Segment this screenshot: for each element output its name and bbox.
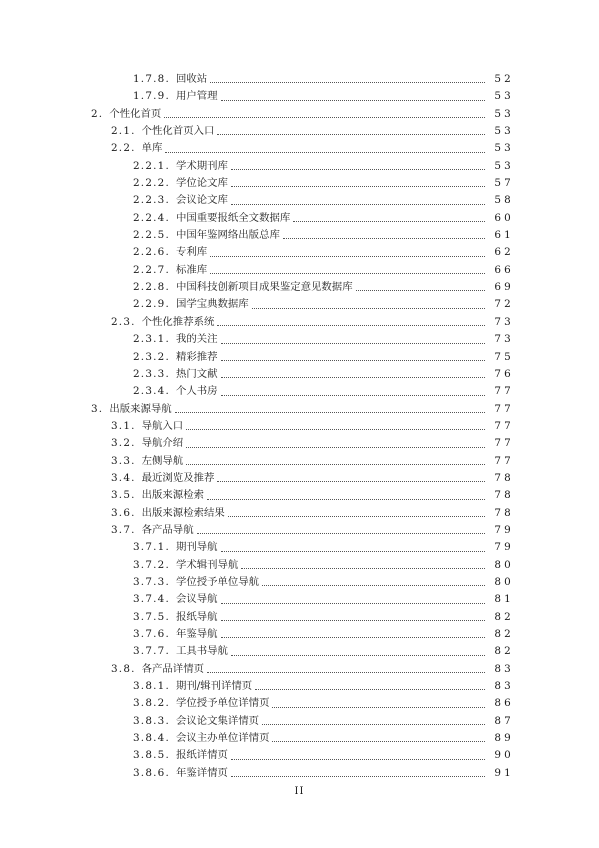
toc-entry[interactable] (0, 678, 599, 695)
toc-entry-title: 各产品详情页 (141, 662, 204, 675)
toc-entry-page: 73 (494, 315, 514, 328)
toc-entry-row (133, 192, 514, 209)
toc-entry[interactable] (0, 539, 599, 556)
toc-entry-number: 3.8. (111, 662, 136, 675)
toc-entry-number: 3.5. (111, 489, 136, 502)
toc-entry-number: 2.3. (111, 315, 136, 328)
toc-entry-title: 学术辑刊导航 (175, 558, 239, 571)
toc-entry-page: 82 (494, 645, 514, 658)
toc-entry-number: 3. (91, 402, 104, 415)
toc-entry-title: 中国科技创新项目成果鉴定意见数据库 (175, 281, 353, 294)
dot-leader (231, 759, 485, 760)
toc-entry-row (111, 505, 514, 522)
page-number: II (294, 786, 305, 797)
toc-entry[interactable] (0, 88, 599, 105)
toc-entry[interactable] (0, 401, 599, 418)
dot-leader (262, 585, 485, 586)
toc-entry-row (133, 331, 514, 348)
toc-entry-number: 3.8.2. (133, 697, 170, 710)
toc-entry[interactable] (0, 227, 599, 244)
toc-entry[interactable] (0, 210, 599, 227)
toc-entry-page: 86 (494, 697, 514, 710)
toc-entry-title: 年鉴导航 (175, 628, 218, 640)
dot-leader (272, 707, 485, 708)
toc-entry-title: 出版来源检索结果 (141, 506, 225, 519)
toc-entry-title: 各产品导航 (141, 523, 194, 536)
toc-entry[interactable] (0, 522, 599, 539)
toc-entry[interactable] (0, 765, 599, 782)
toc-entry-page: 77 (494, 385, 514, 398)
toc-entry-row (133, 747, 514, 764)
toc-entry-page: 78 (494, 471, 514, 484)
toc-entry-page: 83 (494, 662, 514, 675)
toc-entry-number: 2.2.5. (133, 229, 170, 242)
toc-entry-title: 报纸导航 (175, 610, 218, 623)
toc-entry-row (133, 71, 514, 88)
toc-entry-title: 导航入口 (141, 419, 184, 432)
toc-entry[interactable] (0, 158, 599, 175)
toc-entry-row (111, 314, 514, 331)
toc-entry-page: 53 (494, 142, 514, 155)
toc-entry-number: 1.7.8. (133, 73, 170, 85)
toc-entry-row (111, 453, 514, 470)
toc-entry[interactable] (0, 175, 599, 192)
toc-entry-page: 83 (494, 680, 514, 693)
table-of-contents (0, 71, 599, 782)
toc-entry-page: 91 (494, 766, 514, 779)
toc-entry-title: 用户管理 (175, 90, 218, 103)
dot-leader (221, 395, 485, 396)
toc-entry-number: 3.4. (111, 471, 136, 484)
toc-entry-title: 期刊/辑刊详情页 (175, 680, 253, 693)
toc-entry-row (133, 557, 514, 574)
toc-entry-row (111, 140, 514, 157)
dot-leader (241, 568, 485, 569)
toc-entry-page: 76 (494, 367, 514, 380)
toc-entry-number: 3.3. (111, 454, 136, 467)
toc-entry-title: 学位论文库 (175, 177, 228, 190)
toc-entry-title: 个性化首页入口 (141, 125, 215, 138)
toc-entry-number: 3.8.1. (133, 680, 170, 693)
toc-entry-title: 左侧导航 (141, 454, 184, 467)
toc-entry-number: 3.1. (111, 419, 136, 432)
toc-entry[interactable] (0, 262, 599, 279)
toc-entry-page: 82 (494, 628, 514, 640)
toc-entry[interactable] (0, 331, 599, 348)
toc-entry-row (133, 730, 514, 747)
toc-entry-page: 58 (494, 194, 514, 207)
toc-entry-page: 53 (494, 90, 514, 103)
dot-leader (231, 204, 485, 205)
toc-entry[interactable] (0, 713, 599, 730)
toc-entry-number: 2.2.8. (133, 281, 170, 294)
toc-entry-row (111, 123, 514, 140)
toc-entry-title: 期刊导航 (175, 541, 218, 554)
toc-entry-page: 78 (494, 506, 514, 519)
toc-entry-title: 出版来源导航 (109, 402, 172, 415)
toc-entry-title: 个性化推荐系统 (141, 315, 215, 328)
toc-entry-row (133, 175, 514, 192)
toc-entry-row (111, 522, 514, 539)
toc-entry-row (133, 296, 514, 313)
toc-entry[interactable] (0, 730, 599, 747)
toc-entry-row (133, 366, 514, 383)
toc-entry-page: 72 (494, 298, 514, 311)
toc-entry[interactable] (0, 435, 599, 452)
toc-entry-title: 中国重要报纸全文数据库 (175, 211, 291, 224)
dot-leader (197, 533, 485, 534)
toc-entry-page: 87 (494, 714, 514, 727)
dot-leader (228, 516, 485, 517)
toc-entry-row (133, 210, 514, 227)
toc-entry-row (91, 106, 514, 123)
toc-entry[interactable] (0, 470, 599, 487)
dot-leader (164, 117, 485, 118)
dot-leader (186, 429, 485, 430)
toc-entry-row (133, 383, 514, 400)
toc-entry-page: 62 (494, 246, 514, 259)
toc-entry-title: 导航介绍 (141, 437, 184, 450)
toc-entry-number: 2.1. (111, 125, 136, 138)
toc-entry-page: 57 (494, 177, 514, 190)
toc-entry-title: 单库 (141, 142, 163, 155)
toc-entry-title: 回收站 (175, 73, 208, 85)
toc-entry-number: 2.3.3. (133, 367, 170, 380)
toc-entry[interactable] (0, 661, 599, 678)
toc-entry[interactable] (0, 505, 599, 522)
toc-entry-page: 53 (494, 107, 514, 120)
dot-leader (186, 464, 485, 465)
toc-entry[interactable] (0, 609, 599, 626)
toc-entry-row (133, 88, 514, 105)
toc-entry-row (133, 643, 514, 660)
toc-entry[interactable] (0, 643, 599, 660)
dot-leader (221, 360, 485, 361)
dot-leader (217, 481, 485, 482)
toc-entry-number: 2.2.1. (133, 159, 170, 172)
toc-entry-number: 3.7.7. (133, 645, 170, 658)
toc-entry-number: 3.7.6. (133, 628, 170, 640)
dot-leader (231, 655, 485, 656)
toc-entry-row (133, 349, 514, 366)
dot-leader (221, 637, 485, 638)
toc-entry[interactable] (0, 747, 599, 764)
toc-entry-row (111, 435, 514, 452)
toc-entry-page: 66 (494, 263, 514, 276)
toc-entry-page: 53 (494, 125, 514, 138)
dot-leader (221, 377, 485, 378)
toc-entry-row (133, 574, 514, 591)
toc-entry-row (133, 695, 514, 712)
toc-entry[interactable] (0, 366, 599, 383)
toc-entry-row (111, 418, 514, 435)
toc-entry[interactable] (0, 349, 599, 366)
dot-leader (221, 100, 485, 101)
toc-entry-page: 52 (494, 73, 514, 85)
dot-leader (186, 447, 485, 448)
toc-entry[interactable] (0, 453, 599, 470)
toc-entry[interactable] (0, 192, 599, 209)
toc-entry-title: 学术期刊库 (175, 159, 228, 172)
toc-entry-row (133, 244, 514, 261)
toc-entry-title: 会议导航 (175, 593, 218, 606)
toc-entry[interactable] (0, 123, 599, 140)
toc-entry-page: 77 (494, 437, 514, 450)
toc-entry-row (133, 626, 514, 643)
dot-leader (231, 186, 485, 187)
toc-entry[interactable] (0, 574, 599, 591)
toc-entry[interactable] (0, 71, 599, 88)
toc-entry-number: 3.8.4. (133, 732, 170, 745)
toc-entry-title: 学位授予单位详情页 (175, 697, 270, 710)
dot-leader (255, 689, 485, 690)
toc-entry-page: 79 (494, 541, 514, 554)
toc-entry-row (91, 401, 514, 418)
toc-entry-number: 2.3.4. (133, 385, 170, 398)
dot-leader (231, 169, 485, 170)
dot-leader (175, 412, 485, 413)
dot-leader (207, 672, 485, 673)
toc-entry-row (133, 591, 514, 608)
toc-entry-page: 80 (494, 558, 514, 571)
toc-entry-number: 2. (91, 107, 104, 120)
toc-entry[interactable] (0, 591, 599, 608)
dot-leader (217, 134, 485, 135)
toc-entry[interactable] (0, 106, 599, 123)
toc-entry-title: 个人书房 (175, 385, 218, 398)
toc-entry-title: 年鉴详情页 (175, 766, 228, 779)
toc-entry-number: 3.8.6. (133, 766, 170, 779)
toc-entry-page: 78 (494, 489, 514, 502)
toc-entry-number: 2.2.3. (133, 194, 170, 207)
dot-leader (356, 290, 485, 291)
toc-entry-page: 81 (494, 593, 514, 606)
dot-leader (293, 221, 485, 222)
toc-entry-number: 2.2.9. (133, 298, 170, 311)
dot-leader (231, 776, 485, 777)
toc-entry[interactable] (0, 626, 599, 643)
toc-entry[interactable] (0, 314, 599, 331)
toc-entry[interactable] (0, 383, 599, 400)
toc-entry-number: 1.7.9. (133, 90, 170, 103)
toc-entry-row (133, 539, 514, 556)
toc-entry-number: 3.7.2. (133, 558, 170, 571)
toc-entry-row (133, 678, 514, 695)
toc-entry-title: 我的关注 (175, 333, 218, 346)
toc-entry-page: 75 (494, 350, 514, 363)
toc-entry[interactable] (0, 244, 599, 261)
toc-entry-number: 3.7.5. (133, 610, 170, 623)
toc-entry-title: 热门文献 (175, 367, 218, 380)
toc-entry-number: 2.2.2. (133, 177, 170, 190)
toc-entry-title: 个性化首页 (109, 107, 162, 120)
toc-entry-page: 77 (494, 419, 514, 432)
dot-leader (221, 551, 485, 552)
dot-leader (210, 82, 485, 83)
dot-leader (221, 620, 485, 621)
toc-entry-number: 3.6. (111, 506, 136, 519)
toc-entry-number: 3.7.3. (133, 575, 170, 588)
toc-entry-page: 82 (494, 610, 514, 623)
toc-entry-title: 国学宝典数据库 (175, 298, 249, 311)
toc-entry-page: 90 (494, 749, 514, 762)
toc-entry-number: 3.7. (111, 523, 136, 536)
dot-leader (221, 343, 485, 344)
toc-entry-row (133, 262, 514, 279)
toc-entry-row (111, 661, 514, 678)
toc-entry[interactable] (0, 695, 599, 712)
toc-entry[interactable] (0, 418, 599, 435)
dot-leader (217, 325, 485, 326)
toc-entry-row (133, 713, 514, 730)
dot-leader (252, 308, 485, 309)
dot-leader (262, 724, 485, 725)
dot-leader (210, 256, 485, 257)
toc-entry-title: 会议论文库 (175, 194, 228, 207)
toc-entry-row (133, 158, 514, 175)
toc-entry-title: 会议论文集详情页 (175, 714, 260, 727)
toc-entry[interactable] (0, 487, 599, 504)
dot-leader (221, 603, 485, 604)
toc-entry-page: 79 (494, 523, 514, 536)
toc-entry-title: 最近浏览及推荐 (141, 471, 215, 484)
dot-leader (283, 238, 485, 239)
toc-entry-number: 2.2. (111, 142, 136, 155)
toc-entry-page: 77 (494, 454, 514, 467)
toc-entry-number: 2.3.1. (133, 333, 170, 346)
toc-entry-number: 2.2.7. (133, 263, 170, 276)
toc-entry-number: 2.2.4. (133, 211, 170, 224)
toc-entry-title: 精彩推荐 (175, 350, 218, 363)
toc-entry-title: 会议主办单位详情页 (175, 732, 270, 745)
toc-entry-page: 53 (494, 159, 514, 172)
toc-entry-row (111, 470, 514, 487)
toc-entry-row (111, 487, 514, 504)
toc-entry-number: 2.2.6. (133, 246, 170, 259)
toc-entry-number: 3.2. (111, 437, 136, 450)
toc-entry-page: 69 (494, 281, 514, 294)
toc-entry-row (133, 609, 514, 626)
toc-entry-page: 73 (494, 333, 514, 346)
toc-entry-number: 3.8.5. (133, 749, 170, 762)
toc-entry[interactable] (0, 140, 599, 157)
toc-entry-page: 61 (494, 229, 514, 242)
toc-entry-page: 77 (494, 402, 514, 415)
toc-entry-title: 学位授予单位导航 (175, 575, 260, 588)
dot-leader (207, 499, 485, 500)
toc-entry-row (133, 227, 514, 244)
toc-entry-title: 中国年鉴网络出版总库 (175, 229, 280, 242)
toc-entry-page: 80 (494, 575, 514, 588)
toc-entry-title: 工具书导航 (175, 645, 228, 658)
dot-leader (165, 152, 485, 153)
toc-entry-number: 3.7.4. (133, 593, 170, 606)
dot-leader (210, 273, 485, 274)
toc-entry[interactable] (0, 296, 599, 313)
toc-entry-page: 60 (494, 211, 514, 224)
toc-entry-title: 专利库 (175, 246, 208, 259)
toc-entry-title: 标准库 (175, 263, 208, 276)
toc-entry-number: 2.3.2. (133, 350, 170, 363)
toc-entry-row (133, 279, 514, 296)
toc-entry-row (133, 765, 514, 782)
toc-entry-title: 出版来源检索 (141, 489, 204, 502)
toc-entry-title: 报纸详情页 (175, 749, 228, 762)
toc-entry[interactable] (0, 557, 599, 574)
toc-entry[interactable] (0, 279, 599, 296)
toc-entry-number: 3.7.1. (133, 541, 170, 554)
toc-entry-number: 3.8.3. (133, 714, 170, 727)
toc-entry-page: 89 (494, 732, 514, 745)
dot-leader (272, 741, 485, 742)
